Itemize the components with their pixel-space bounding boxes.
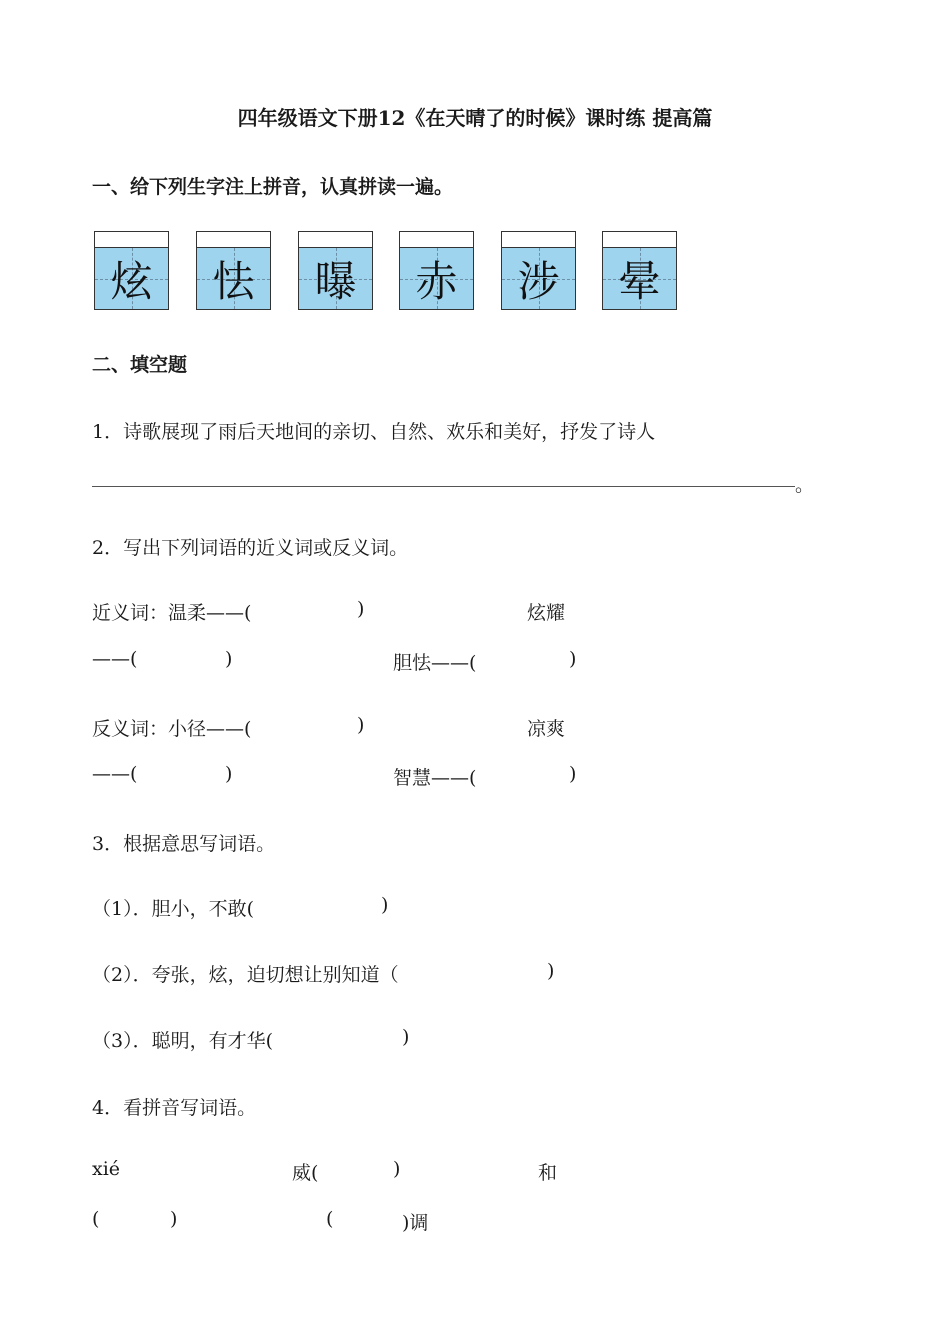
paren-close: )	[402, 1026, 410, 1048]
paren-close: )	[569, 763, 577, 785]
antonym-label: 反义词：小径——(	[92, 718, 252, 740]
question-1-end: 。	[795, 474, 815, 496]
definition-item: （2）．夸张，炫，迫切想让别知道（	[92, 964, 399, 986]
paren-close: )	[569, 648, 577, 670]
antonym-word: 凉爽	[527, 718, 566, 740]
paren-close: )	[393, 1158, 401, 1180]
question-1-text: 1．诗歌展现了雨后天地间的亲切、自然、欢乐和美好，抒发了诗人	[92, 421, 656, 443]
definition-item: （1）．胆小，不敢(	[92, 898, 255, 920]
paren-close: )	[381, 894, 389, 916]
page-title: 四年级语文下册12《在天晴了的时候》课时练 提高篇	[237, 106, 713, 130]
hanzi-char: 炫	[110, 256, 153, 306]
paren-close: )	[547, 960, 555, 982]
synonym-word: 胆怯——(	[393, 652, 477, 674]
hanzi-char: 赤	[415, 256, 458, 306]
paren-close: )	[357, 598, 365, 620]
question-3-text: 3．根据意思写词语。	[92, 833, 276, 855]
dash-open: ——(	[92, 763, 138, 785]
char-box[interactable]	[602, 231, 677, 310]
char-box[interactable]	[298, 231, 373, 310]
hanzi-char: 怯	[212, 256, 255, 306]
hanzi-char: 涉	[517, 256, 560, 306]
char-box[interactable]	[501, 231, 576, 310]
question-4-text: 4．看拼音写词语。	[92, 1097, 257, 1119]
paren-close: )	[170, 1208, 178, 1230]
paren-open: (	[326, 1208, 334, 1230]
char-box[interactable]	[399, 231, 474, 310]
answer-blank-line[interactable]	[92, 486, 795, 487]
synonym-word: 炫耀	[527, 602, 566, 624]
word-blank: 威(	[292, 1162, 319, 1184]
definition-item: （3）．聪明，有才华(	[92, 1030, 274, 1052]
section1-heading: 一、给下列生字注上拼音，认真拼读一遍。	[92, 176, 454, 198]
paren-close: )	[225, 763, 233, 785]
paren-close: )	[225, 648, 233, 670]
dash-open: ——(	[92, 648, 138, 670]
section2-heading: 二、填空题	[92, 354, 188, 376]
question-2-text: 2．写出下列词语的近义词或反义词。	[92, 537, 409, 559]
hanzi-char: 曝	[314, 256, 357, 306]
paren-close-word: )调	[402, 1212, 429, 1234]
char-box[interactable]	[94, 231, 169, 310]
antonym-word: 智慧——(	[393, 767, 477, 789]
synonym-label: 近义词：温柔——(	[92, 602, 252, 624]
pinyin-text: xié	[92, 1158, 121, 1180]
word-text: 和	[538, 1162, 558, 1184]
char-box[interactable]	[196, 231, 271, 310]
hanzi-char: 晕	[618, 256, 661, 306]
paren-close: )	[357, 714, 365, 736]
paren-open: (	[92, 1208, 100, 1230]
